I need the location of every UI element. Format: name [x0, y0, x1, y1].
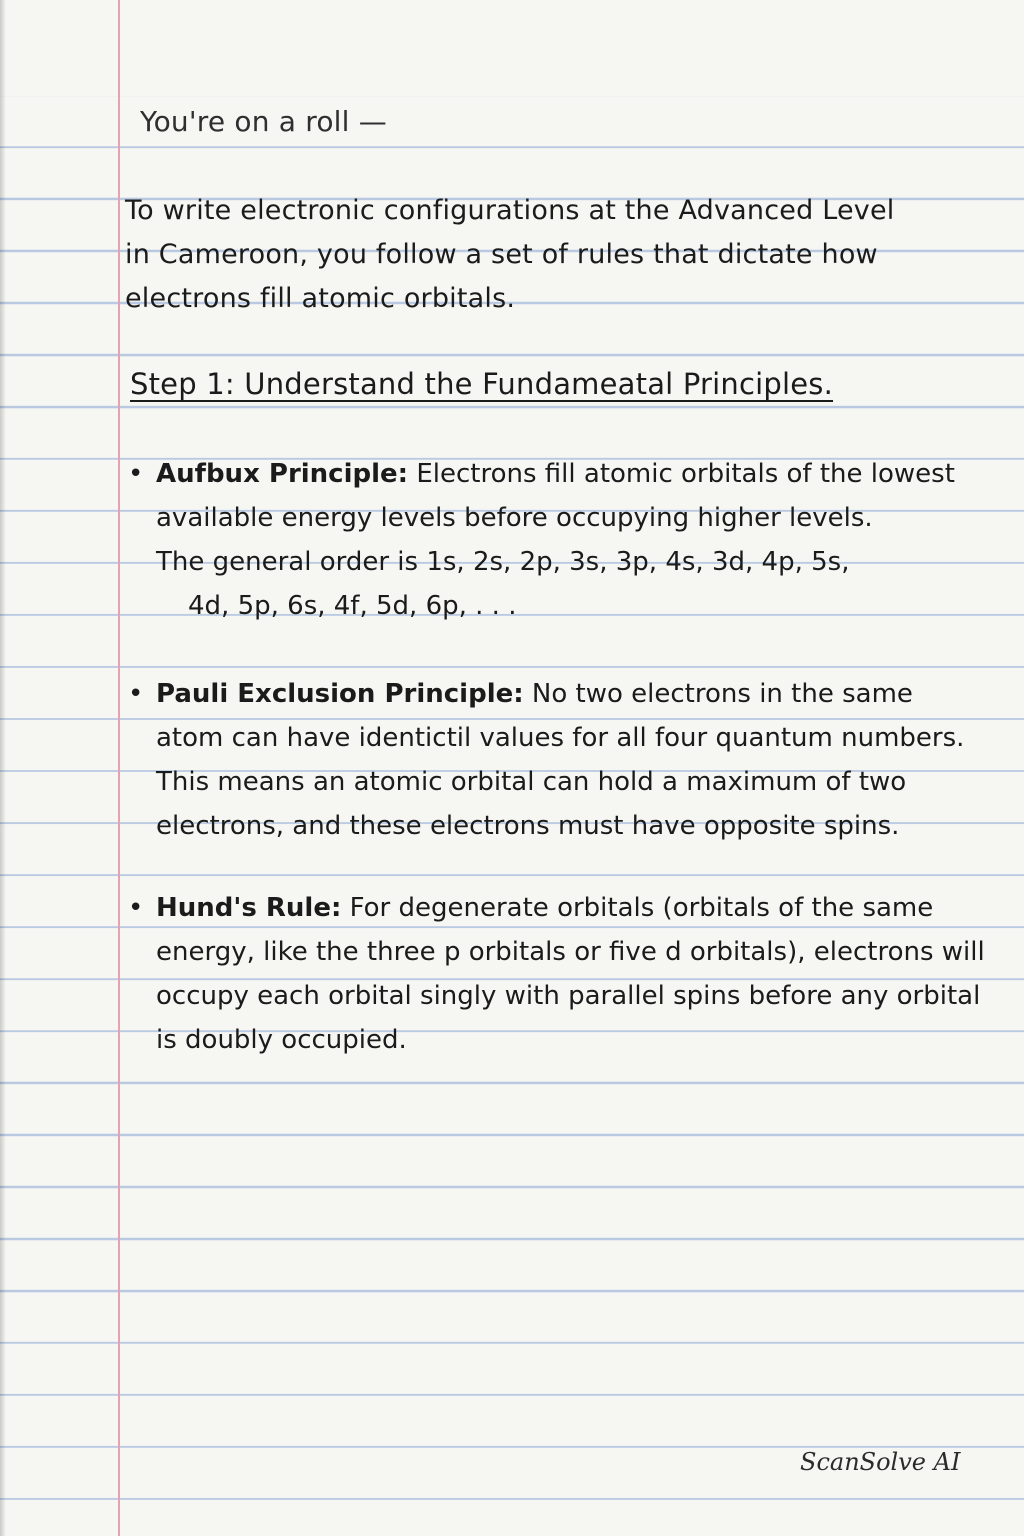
step-heading: Step 1: Understand the Fundameatal Principles. [130, 367, 834, 401]
intro-paragraph: To write electronic configurations at the Advanced Level in Cameroon, you follow a set of rules that dictate how electrons fill atomic orbitals. [125, 195, 895, 314]
aufbau-term: Aufbux Principle: [156, 459, 409, 489]
greeting-text: You're on a roll — [140, 105, 387, 138]
pauli-text: No two electrons in the same atom can have identictil values for all four quantum numbers. This means an atomic orbital can hold a maximum of two electrons, and these electrons must have opposite spins. [156, 679, 965, 841]
bullet-marker: • [128, 459, 144, 489]
margin-line [118, 0, 120, 1536]
bullet-marker: • [128, 679, 144, 709]
aufbau-paragraph [156, 452, 986, 628]
hund-paragraph [156, 886, 986, 1062]
pauli-term: Pauli Exclusion Principle: [156, 679, 524, 709]
hund-term: Hund's Rule: [156, 893, 342, 923]
signature: ScanSolve AI [800, 1448, 961, 1476]
aufbau-text: Electrons fill atomic orbitals of the lowest available energy levels before occupying higher levels. [156, 459, 955, 533]
bullet-marker: • [128, 893, 144, 923]
aufbau-order-line-1: The general order is 1s, 2s, 2p, 3s, 3p, 4s, 3d, 4p, 5s, [156, 547, 850, 577]
page-header-blank [0, 0, 1024, 96]
hund-text: For degenerate orbitals (orbitals of the same energy, like the three p orbitals or five d orbitals), electrons will occupy each orbital singly with parallel spins before any orbital is doubly occupied. [156, 893, 985, 1055]
pauli-paragraph [156, 672, 986, 848]
page-edge [0, 0, 6, 1536]
aufbau-order-line-2: 4d, 5p, 6s, 4f, 5d, 6p, . . . [188, 591, 517, 621]
